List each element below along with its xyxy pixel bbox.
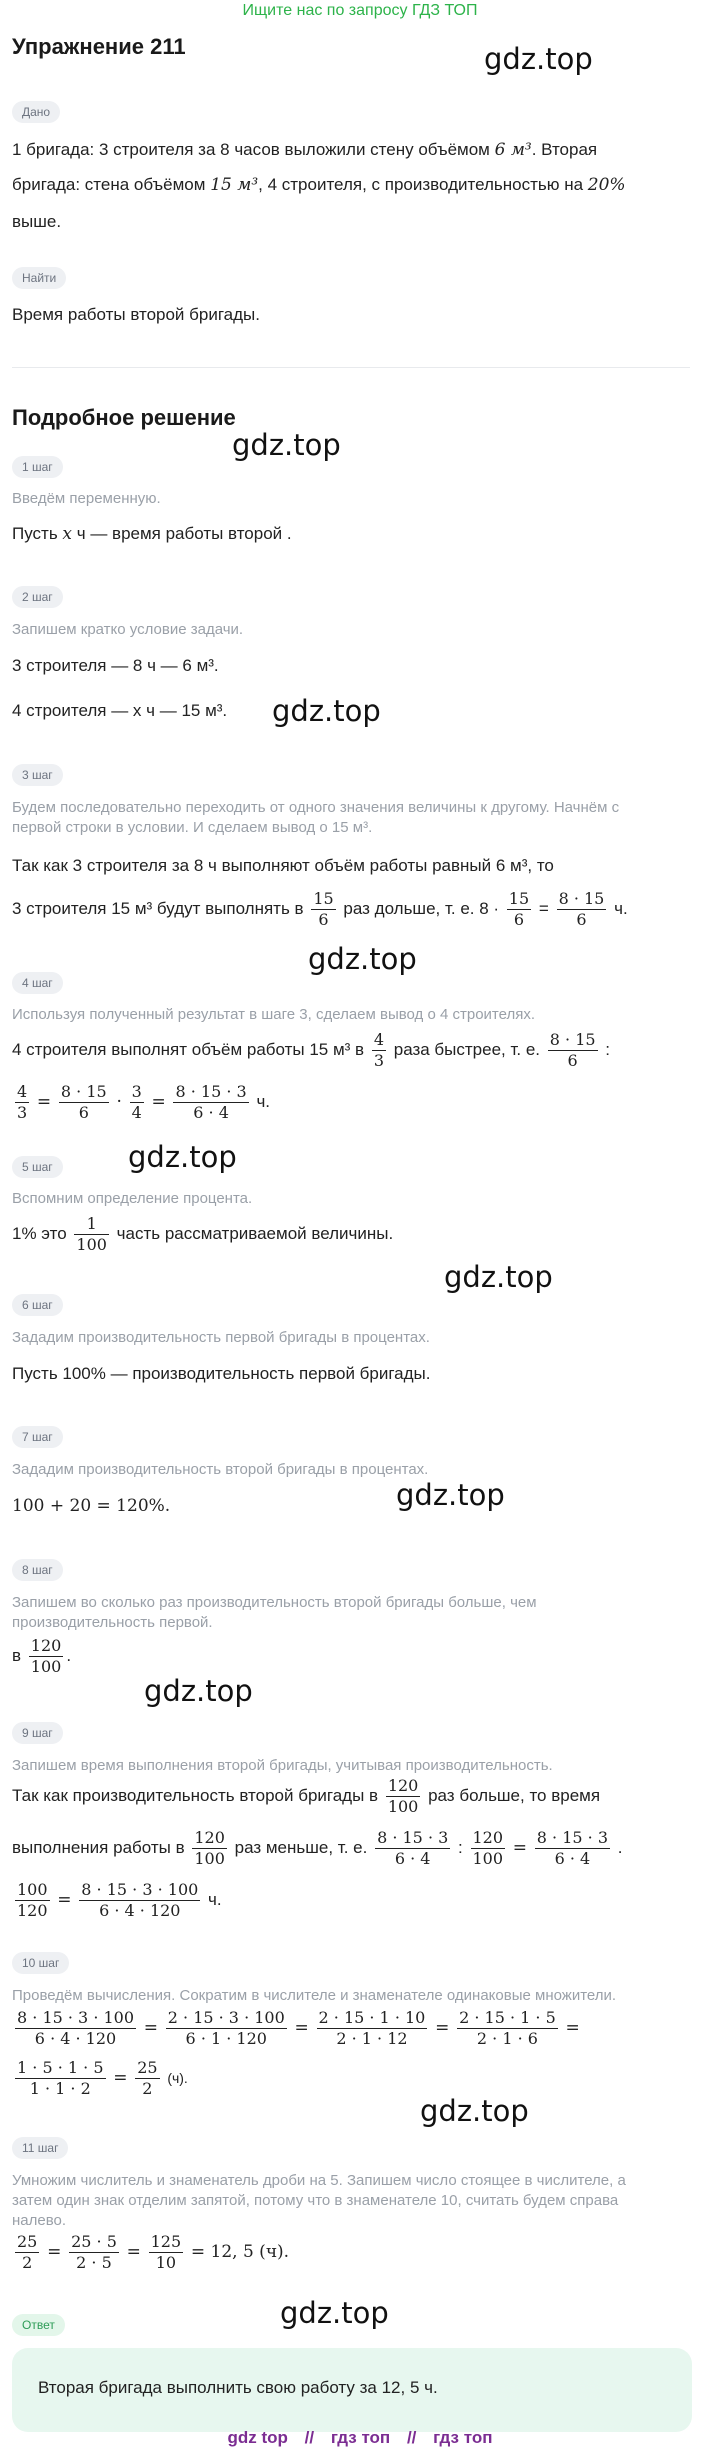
step-formula: выполнения работы в $\frac{120}{100}$ раз меньше, т. е. $\frac{8 \cdot 15 \cdot 3}{6 \cdot 4}$ : $\frac{120}{100}$ = $\frac{8 \cdot 15 \cdot 3}{6 \cdot 4}$ . [12,1828,623,1868]
fraction: $\frac{25 \cdot 5}{2 \cdot 5}$ [71,2232,117,2272]
fraction: $\frac{4}{3}$ [17,1082,28,1122]
page-title: Упражнение 211 [12,34,186,59]
footer-separator: // [304,2428,315,2447]
step-hint: затем один знак отделим запятой, потому что в знаменателе 10, считать будем справа [12,2192,619,2209]
fraction: $\frac{8 \cdot 15 \cdot 3}{6 \cdot 4}$ [377,1828,449,1868]
step-hint: Введём переменную. [12,490,161,507]
footer-link[interactable]: гдз топ [433,2428,493,2447]
fraction: $\frac{15}{6}$ [313,889,334,929]
step-formula: в $\frac{120}{100}$ . [12,1636,72,1676]
step-tag: 11 шаг [12,2137,68,2159]
fraction: $\frac{120}{100}$ [387,1776,419,1816]
step-formula: $\frac{25}{2}$ = $\frac{25 \cdot 5}{2 \cdot 5}$ = $\frac{125}{10}$ = 12, 5 (ч). [17,2232,290,2272]
fraction: $\frac{1}{100}$ [76,1214,107,1254]
watermark: gdz.top [232,428,341,462]
fraction: $\frac{15}{6}$ [508,889,530,929]
watermark: gdz.top [444,1260,553,1294]
step-tag: 5 шаг [12,1156,63,1178]
find-text: Время работы второй бригады. [12,305,260,324]
watermark: gdz.top [144,1674,253,1708]
find-tag: Найти [12,267,66,289]
step-hint: производительность первой. [12,1614,213,1631]
fraction: $\frac{3}{4}$ [131,1082,142,1122]
step-text: Пусть 100% — производительность первой бригады. [12,1364,431,1383]
step-tag: 2 шаг [12,586,63,608]
step-hint: Зададим производительность второй бригады в процентах. [12,1461,429,1478]
step-text: 4 строителя — x ч — 15 м³. [12,701,228,720]
fraction: $\frac{8 \cdot 15 \cdot 3 \cdot 100}{6 \cdot 4 \cdot 120}$ [81,1880,199,1920]
fraction: $\frac{8 \cdot 15 \cdot 3}{6 \cdot 4}$ [175,1082,247,1122]
step-formula: $\frac{1 \cdot 5 \cdot 1 \cdot 5}{1 \cdot 1 \cdot 2}$ = $\frac{25}{2}$ (ч). [17,2058,188,2098]
step-hint: Вспомним определение процента. [12,1190,253,1207]
step-tag: 4 шаг [12,972,63,994]
step-tag: 7 шаг [12,1426,63,1448]
step-formula: $\frac{100}{120}$ = $\frac{8 \cdot 15 \cdot 3 \cdot 100}{6 \cdot 4 \cdot 120}$ ч. [17,1880,222,1920]
fraction: $\frac{8 \cdot 15}{6}$ [549,1030,596,1070]
step-hint: Используя полученный результат в шаге 3, сделаем вывод о 4 строителях. [12,1006,536,1023]
watermark: gdz.top [484,42,593,76]
fraction: $\frac{8 \cdot 15 \cdot 3 \cdot 100}{6 \cdot 4 \cdot 120}$ [17,2008,135,2048]
answer-box [12,2348,692,2432]
watermark: gdz.top [308,942,417,976]
step-tag: 6 шаг [12,1294,63,1316]
answer-tag: Ответ [12,2314,65,2336]
fraction: $\frac{4}{3}$ [373,1030,384,1070]
given-line-3: выше. [12,212,62,231]
fraction: $\frac{120}{100}$ [472,1828,504,1868]
step-hint: Умножим числитель и знаменатель дроби на 5. Запишем число стоящее в числителе, а [12,2172,626,2189]
step-formula: 4 строителя выполнят объём работы 15 м³ в $\frac{4}{3}$ раза быстрее, т. е. $\frac{8 \cdot 15}{6}$ : [12,1030,611,1070]
fraction: $\frac{1 \cdot 5 \cdot 1 \cdot 5}{1 \cdot 1 \cdot 2}$ [17,2058,104,2098]
step-formula: 1% это $\frac{1}{100}$ часть рассматриваемой величины. [12,1214,394,1254]
step-hint: Запишем во сколько раз производительность второй бригады больше, чем [12,1594,537,1611]
fraction: $\frac{2 \cdot 15 \cdot 1 \cdot 5}{2 \cdot 1 \cdot 6}$ [459,2008,556,2048]
fraction: $\frac{100}{120}$ [17,1880,48,1920]
watermark: gdz.top [396,1478,505,1512]
given-line-2: бригада: стена объёмом 15 м³, 4 строителя, с производительностью на 20% [12,175,626,195]
fraction: $\frac{2 \cdot 15 \cdot 3 \cdot 100}{6 \cdot 1 \cdot 120}$ [167,2008,285,2048]
step-formula: 3 строителя 15 м³ будут выполнять в $\frac{15}{6}$ раз дольше, т. е. 8 · $\frac{15}{6}$ = $\frac{8 \cdot 15}{6}$ ч. [12,889,628,929]
fraction: $\frac{8 \cdot 15 \cdot 3}{6 \cdot 4}$ [536,1828,608,1868]
footer-separator: // [406,2428,417,2447]
answer-text: Вторая бригада выполнить свою работу за 12, 5 ч. [38,2378,438,2397]
given-tag: Дано [12,101,60,123]
step-tag: 9 шаг [12,1722,63,1744]
step-text: Так как 3 строителя за 8 ч выполняют объём работы равный 6 м³, то [12,856,554,875]
search-banner[interactable]: Ищите нас по запросу ГДЗ ТОП [242,2,478,19]
watermark: gdz.top [420,2094,529,2128]
step-tag: 1 шаг [12,456,63,478]
step-tag: 3 шаг [12,764,63,786]
footer-link[interactable]: gdz top [227,2428,288,2447]
fraction: $\frac{125}{10}$ [150,2232,182,2272]
step-formula: $\frac{8 \cdot 15 \cdot 3 \cdot 100}{6 \cdot 4 \cdot 120}$ = $\frac{2 \cdot 15 \cdot 3 \cdot 100}{6 \cdot 1 \cdot 120}$ = $\frac{2 \cdot 15 \cdot 1 \cdot 10}{2 \cdot 1 \cdot 12}$ = $\frac{2 \cdot 15 \cdot 1 \cdot 5}{2 \cdot 1 \cdot 6}$ = [17,2008,580,2048]
fraction: $\frac{2 \cdot 15 \cdot 1 \cdot 10}{2 \cdot 1 \cdot 12}$ [318,2008,426,2048]
step-hint: Зададим производительность первой бригады в процентах. [12,1329,430,1346]
given-line-1: 1 бригада: 3 строителя за 8 часов выложили стену объёмом 6 м³. Вторая [12,140,598,160]
divider [12,367,690,368]
step-hint: Запишем кратко условие задачи. [12,621,244,638]
step-formula: Так как производительность второй бригады в $\frac{120}{100}$ раз больше, то время [12,1776,601,1816]
step-hint: Проведём вычисления. Сократим в числителе и знаменателе одинаковые множители. [12,1987,617,2004]
fraction: $\frac{25}{2}$ [137,2058,158,2098]
step-tag: 10 шаг [12,1952,69,1974]
watermark: gdz.top [272,694,381,728]
step-text: 100 + 20 = 120%. [12,1496,171,1516]
fraction: $\frac{25}{2}$ [17,2232,38,2272]
step-hint: первой строки в условии. И сделаем вывод о 15 м³. [12,819,373,836]
step-formula: $\frac{4}{3}$ = $\frac{8 \cdot 15}{6}$ · $\frac{3}{4}$ = $\frac{8 \cdot 15 \cdot 3}{6 \cdot 4}$ ч. [17,1082,271,1122]
fraction: $\frac{8 \cdot 15}{6}$ [60,1082,107,1122]
solution-title: Подробное решение [12,405,236,430]
step-tag: 8 шаг [12,1559,63,1581]
step-text: 3 строителя — 8 ч — 6 м³. [12,656,219,675]
step-text: Пусть x ч — время работы второй . [12,524,292,544]
step-hint: налево. [12,2212,67,2229]
fraction: $\frac{8 \cdot 15}{6}$ [558,889,605,929]
step-hint: Запишем время выполнения второй бригады, учитывая производительность. [12,1757,553,1774]
footer-links [0,2428,720,2448]
step-hint: Будем последовательно переходить от одного значения величины к другому. Начнём с [12,799,620,816]
fraction: $\frac{120}{100}$ [30,1636,62,1676]
fraction: $\frac{120}{100}$ [194,1828,225,1868]
watermark: gdz.top [128,1140,237,1174]
footer-link[interactable]: гдз топ [330,2428,391,2447]
watermark: gdz.top [280,2296,389,2330]
